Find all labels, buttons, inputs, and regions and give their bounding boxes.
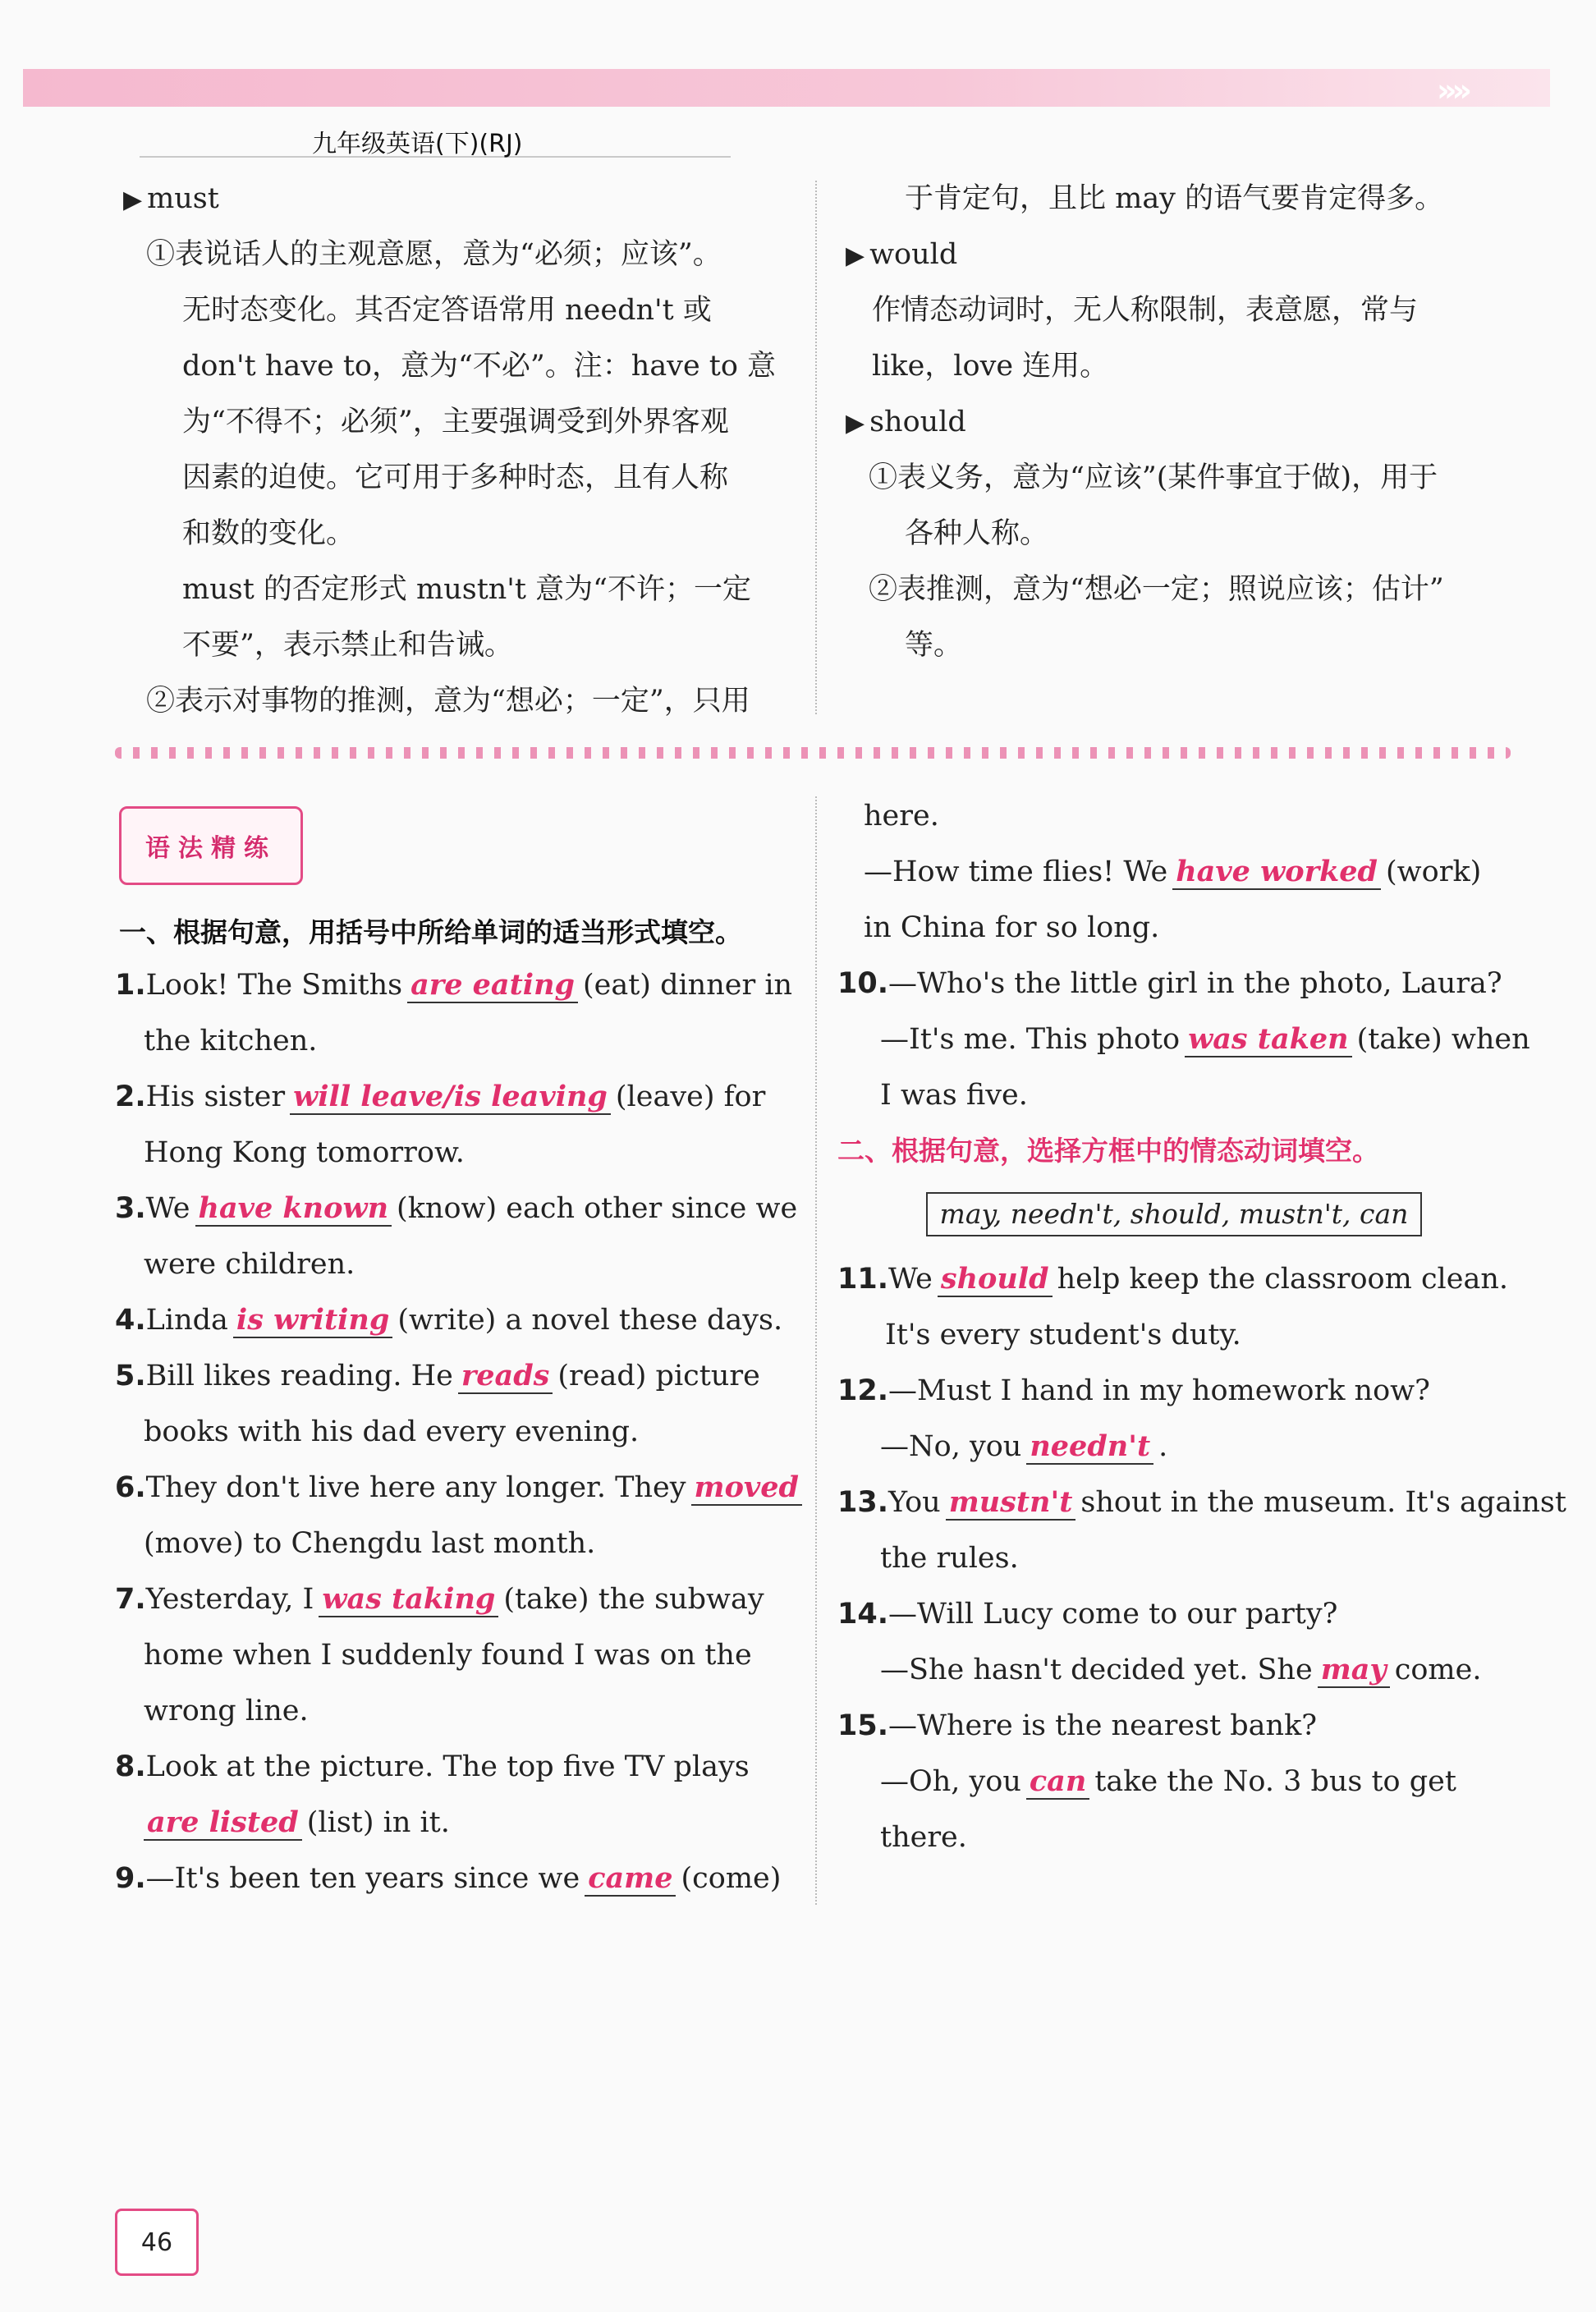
- note-line: 等。: [905, 629, 963, 662]
- question-5-cont: books with his dad every evening.: [144, 1415, 640, 1448]
- question-7-cont: home when I suddenly found I was on the: [144, 1639, 752, 1672]
- answer-blank: was taking: [319, 1583, 498, 1617]
- note-line: 于肯定句，且比 may 的语气要肯定得多。: [905, 182, 1444, 215]
- question-8-cont: are listed (list) in it.: [139, 1795, 450, 1851]
- answer-blank: came: [585, 1862, 676, 1897]
- wavy-divider: [115, 747, 1511, 759]
- question-15-cont: there.: [880, 1821, 967, 1854]
- answer-blank: have known: [195, 1192, 392, 1227]
- question-14-cont: —She hasn't decided yet. She may come.: [880, 1653, 1482, 1686]
- question-3: 3.We have known (know) each other since we: [115, 1191, 798, 1225]
- note-line: ①表义务，意为“应该”(某件事宜于做)，用于: [869, 461, 1438, 494]
- answer-blank: mustn't: [946, 1486, 1076, 1521]
- note-line: 各种人称。: [905, 517, 1049, 550]
- question-13-cont: the rules.: [880, 1542, 1019, 1575]
- header-band: [23, 69, 1550, 107]
- question-8: 8.Look at the picture. The top five TV plays: [115, 1750, 750, 1783]
- question-10-cont: —It's me. This photo was taken (take) when: [880, 1022, 1530, 1056]
- question-4: 4.Linda is writing (write) a novel these days.: [115, 1303, 783, 1337]
- answer-blank: will leave/is leaving: [290, 1080, 611, 1115]
- note-should-heading: ▶ should: [846, 406, 966, 438]
- note-line: 为“不得不；必须”，主要强调受到外界客观: [182, 406, 729, 438]
- answer-blank: should: [938, 1263, 1053, 1297]
- column-divider: [815, 181, 817, 714]
- question-10-cont: I was five.: [880, 1079, 1028, 1112]
- note-line: like，love 连用。: [872, 350, 1109, 383]
- question-9-cont: in China for so long.: [864, 911, 1160, 944]
- answer-blank: can: [1026, 1765, 1089, 1800]
- note-line: 无时态变化。其否定答语常用 needn't 或: [182, 294, 712, 327]
- page-number: 46: [115, 2209, 199, 2276]
- note-line: ②表推测，意为“想必一定；照说应该；估计”: [869, 573, 1444, 606]
- question-10: 10.—Who's the little girl in the photo, Laura?: [837, 967, 1502, 1000]
- question-15: 15.—Where is the nearest bank?: [837, 1709, 1318, 1742]
- word-box: may, needn't, should, mustn't, can: [926, 1192, 1422, 1236]
- answer-blank: was taken: [1185, 1023, 1352, 1057]
- page-title: 九年级英语(下)(RJ): [312, 130, 523, 158]
- section-heading: 一、根据句意，用括号中所给单词的适当形式填空。: [119, 916, 742, 948]
- question-1: 1.Look! The Smiths are eating (eat) dinner in: [115, 968, 793, 1002]
- question-13: 13.You mustn't shout in the museum. It's against: [837, 1485, 1566, 1519]
- section-heading: 二、根据句意，选择方框中的情态动词填空。: [837, 1135, 1379, 1167]
- question-14: 14.—Will Lucy come to our party?: [837, 1598, 1338, 1631]
- note-line: must 的否定形式 mustn't 意为“不许；一定: [182, 573, 752, 606]
- question-11: 11.We should help keep the classroom clean.: [837, 1262, 1508, 1296]
- answer-blank: are eating: [407, 969, 578, 1003]
- question-9-cont: here.: [864, 800, 939, 833]
- answer-blank: are listed: [144, 1806, 302, 1841]
- question-3-cont: were children.: [144, 1248, 355, 1281]
- question-6: 6.They don't live here any longer. They moved: [115, 1460, 807, 1516]
- column-divider: [815, 796, 817, 1905]
- note-line: don't have to，意为“不必”。注：have to 意: [182, 350, 777, 383]
- question-9-cont: —How time flies! We have worked (work): [864, 855, 1482, 888]
- triangle-icon: ▶: [846, 241, 865, 270]
- note-line: ②表示对事物的推测，意为“想必；一定”，只用: [146, 685, 750, 718]
- question-2: 2.His sister will leave/is leaving (leave) for: [115, 1080, 766, 1113]
- note-line: 和数的变化。: [182, 517, 355, 550]
- note-must-heading: ▶ must: [123, 182, 219, 215]
- chevron-icon: »»: [1437, 72, 1468, 108]
- note-line: 作情态动词时，无人称限制，表意愿，常与: [872, 294, 1419, 327]
- question-12: 12.—Must I hand in my homework now?: [837, 1374, 1430, 1407]
- note-line: 因素的迫使。它可用于多种时态，且有人称: [182, 461, 729, 494]
- triangle-icon: ▶: [123, 186, 143, 214]
- question-6-cont: (move) to Chengdu last month.: [144, 1527, 596, 1560]
- question-2-cont: Hong Kong tomorrow.: [144, 1136, 465, 1169]
- answer-blank: moved: [691, 1471, 802, 1506]
- note-would-heading: ▶ would: [846, 238, 958, 271]
- question-1-cont: the kitchen.: [144, 1025, 318, 1057]
- question-11-cont: It's every student's duty.: [885, 1319, 1241, 1351]
- answer-blank: needn't: [1026, 1430, 1153, 1465]
- note-line: ①表说话人的主观意愿，意为“必须；应该”。: [146, 238, 722, 271]
- answer-blank: may: [1318, 1654, 1390, 1688]
- question-7: 7.Yesterday, I was taking (take) the subway: [115, 1582, 764, 1616]
- question-12-cont: —No, you needn't .: [880, 1429, 1168, 1463]
- answer-blank: reads: [458, 1360, 553, 1394]
- answer-blank: is writing: [233, 1304, 392, 1338]
- answer-blank: have worked: [1172, 856, 1381, 890]
- question-9: 9.—It's been ten years since we came (come): [115, 1861, 782, 1895]
- question-7-cont: wrong line.: [144, 1695, 309, 1727]
- note-line: 不要”，表示禁止和告诫。: [182, 629, 513, 662]
- question-5: 5.Bill likes reading. He reads (read) picture: [115, 1359, 760, 1392]
- question-15-cont: —Oh, you can take the No. 3 bus to get: [880, 1764, 1456, 1798]
- triangle-icon: ▶: [846, 409, 865, 438]
- section-badge: 语法精练: [119, 806, 303, 885]
